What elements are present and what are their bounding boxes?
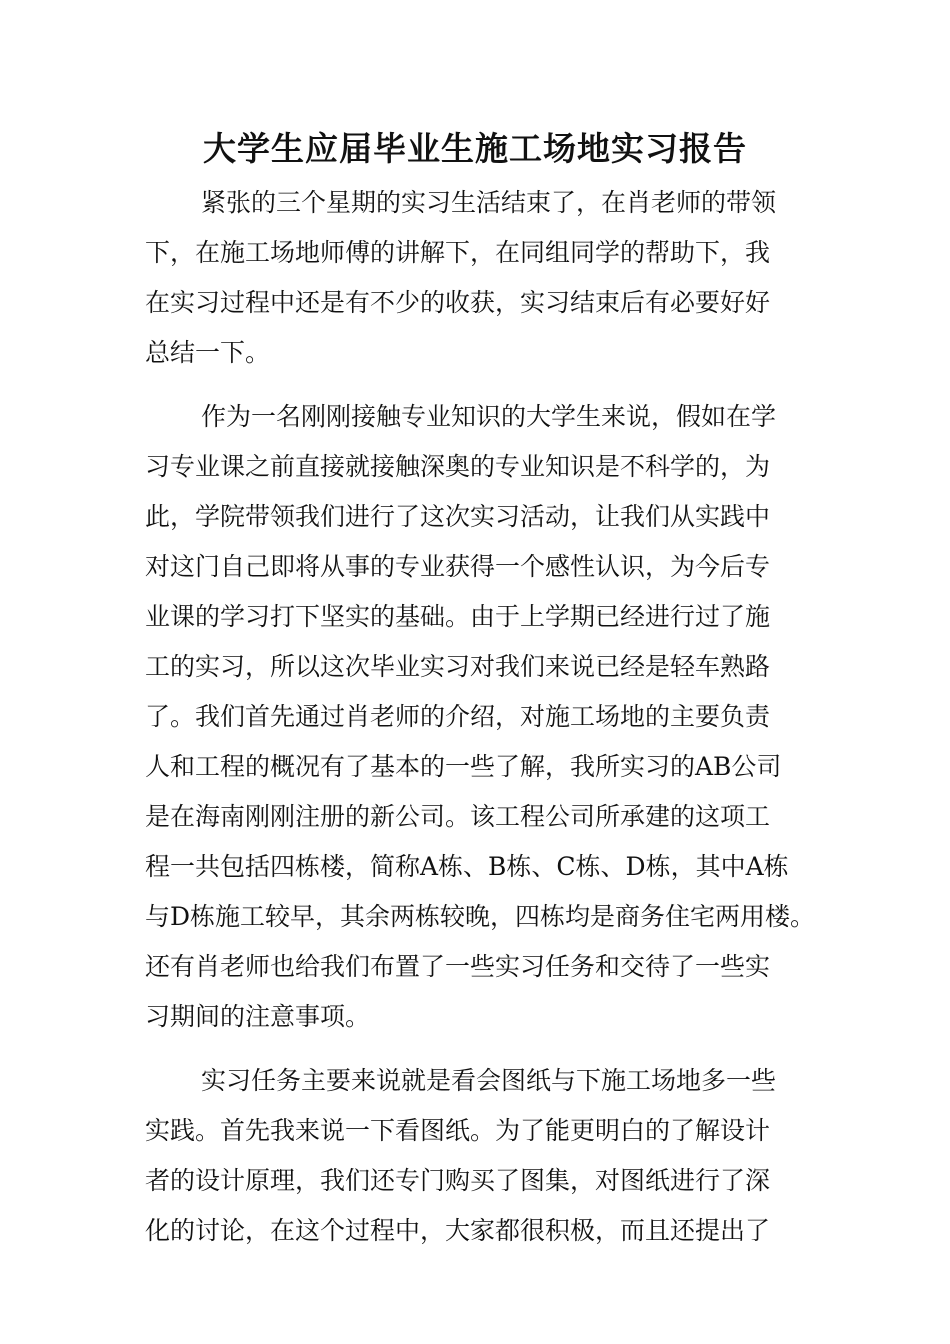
text-line: 是在海南刚刚注册的新公司。该工程公司所承建的这项工 [145, 802, 771, 831]
text-line: 实习任务主要来说就是看会图纸与下施工场地多一些 [201, 1066, 777, 1095]
text-line: 者的设计原理，我们还专门购买了图集，对图纸进行了深 [145, 1166, 771, 1195]
text-line: 还有肖老师也给我们布置了一些实习任务和交待了一些实 [145, 952, 771, 981]
text-line: 在实习过程中还是有不少的收获，实习结束后有必要好好 [145, 288, 771, 317]
text-line: 下，在施工场地师傅的讲解下，在同组同学的帮助下，我 [145, 238, 771, 267]
paragraph-2 [145, 392, 815, 1042]
text-line: 习专业课之前直接就接触深奥的专业知识是不科学的，为 [145, 452, 771, 481]
text-line: 实践。首先我来说一下看图纸。为了能更明白的了解设计 [145, 1116, 771, 1145]
text-line: 紧张的三个星期的实习生活结束了，在肖老师的带领 [201, 188, 777, 217]
text-line: 了。我们首先通过肖老师的介绍，对施工场地的主要负责 [145, 702, 771, 731]
text-line: 化的讨论，在这个过程中，大家都很积极，而且还提出了 [145, 1216, 771, 1245]
text-line: 工的实习，所以这次毕业实习对我们来说已经是轻车熟路 [145, 652, 771, 681]
page-title: 大学生应届毕业生施工场地实习报告 [203, 129, 747, 168]
text-line: 人和工程的概况有了基本的一些了解，我所实习的AB公司 [145, 752, 782, 781]
text-line: 业课的学习打下坚实的基础。由于上学期已经进行过了施 [145, 602, 771, 631]
paragraph-1 [145, 178, 815, 378]
text-line: 对这门自己即将从事的专业获得一个感性认识，为今后专 [145, 552, 771, 581]
text-line: 作为一名刚刚接触专业知识的大学生来说，假如在学 [201, 402, 777, 431]
paragraph-3 [145, 1056, 815, 1256]
document-body [145, 178, 815, 1270]
text-line: 程一共包括四栋楼，简称A栋、B栋、C栋、D栋，其中A栋 [145, 852, 789, 881]
text-line: 总结一下。 [145, 338, 271, 367]
text-line: 此，学院带领我们进行了这次实习活动，让我们从实践中 [145, 502, 771, 531]
text-line: 与D栋施工较早，其余两栋较晚，四栋均是商务住宅两用楼。 [145, 902, 816, 931]
text-line: 习期间的注意事项。 [145, 1002, 371, 1031]
